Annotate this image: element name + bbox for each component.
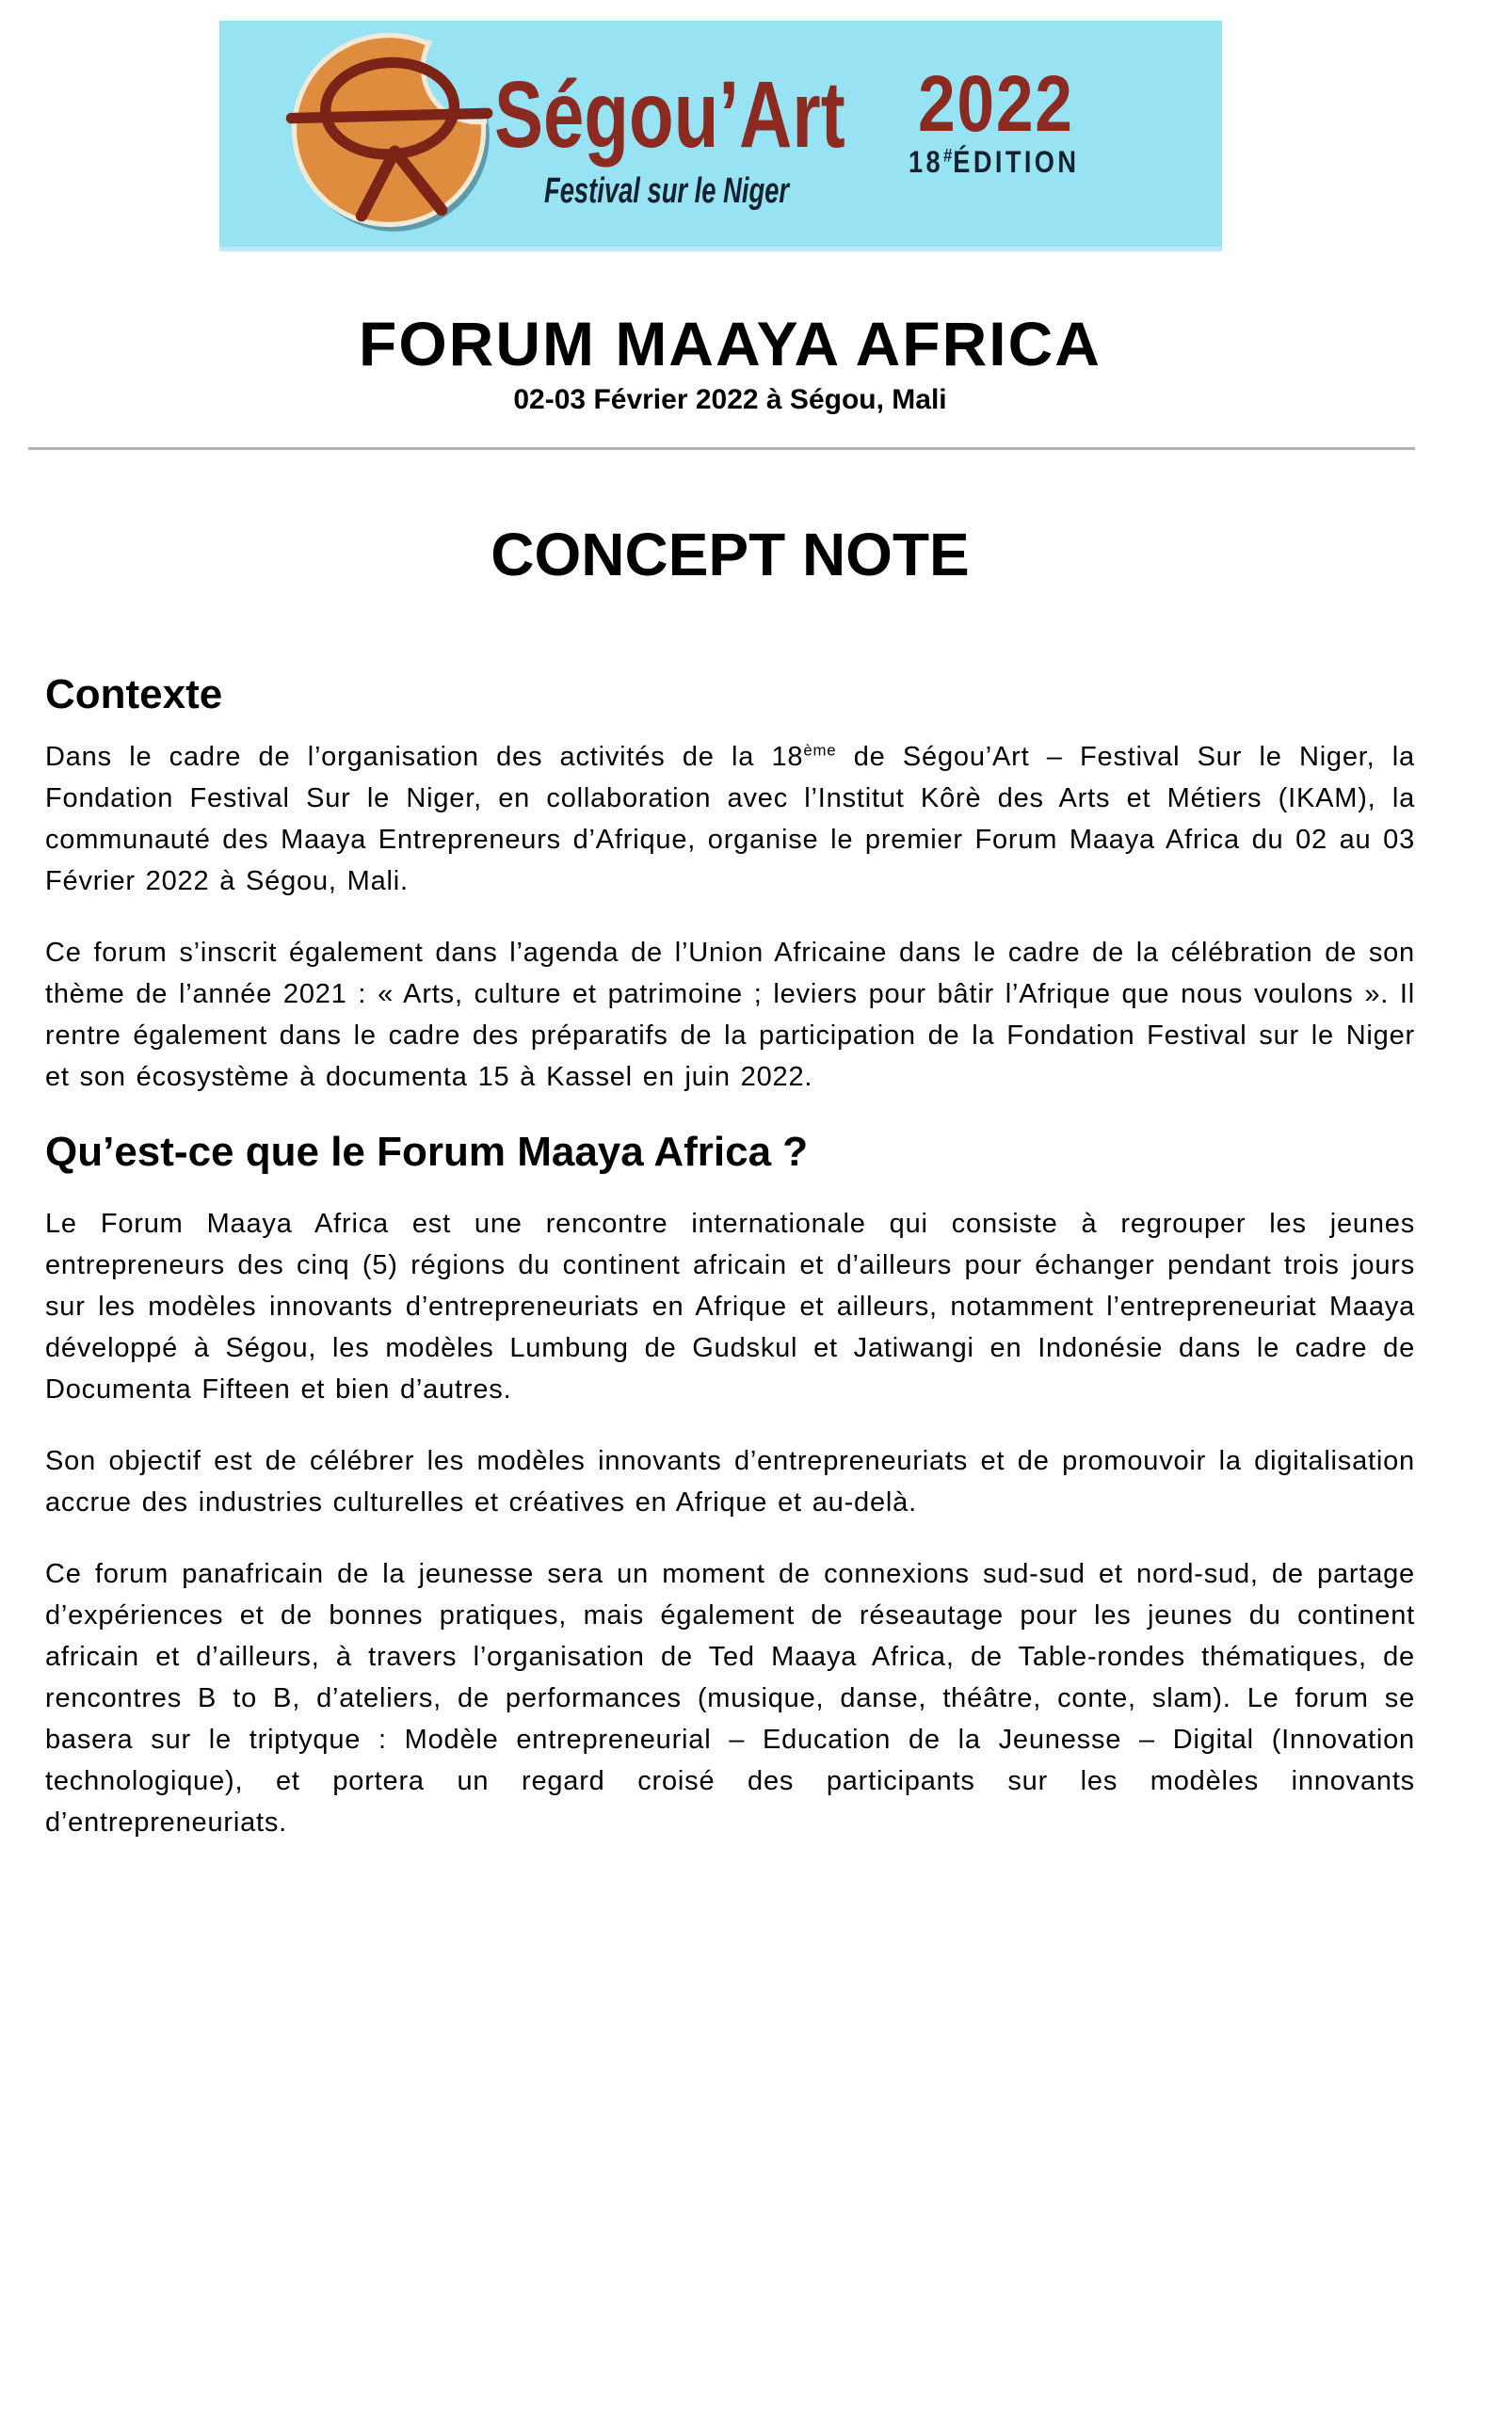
banner-edition bbox=[909, 147, 1079, 177]
page-title: FORUM MAAYA AFRICA bbox=[359, 309, 1102, 378]
banner-year: 2022 bbox=[918, 59, 1074, 148]
paragraph-contexte-1-rest: de Ségou’Art – Festival Sur le Niger, la Fondation Festival Sur le Niger, en collaboration avec l’Institut Kôrè des Arts et Métiers (IKAM), la communauté des Maaya Entrepreneurs d’Afrique, organise le premier Forum Maaya Africa du 02 au 03 Février 2022 à Ségou, Mali. bbox=[45, 742, 1415, 896]
ordinal-superscript: ème bbox=[803, 741, 837, 760]
segou-art-logo-icon bbox=[280, 23, 494, 237]
paragraph-forum-1: Le Forum Maaya Africa est une rencontre internationale qui consiste à regrouper les jeunes entrepreneurs des cinq (5) régions du continent africain et d’ailleurs pour échanger pendant trois jours sur les modèles innovants d’entrepreneuriats en Afrique et ailleurs, notamment l’entrepreneuriat Maaya développé à Ségou, les modèles Lumbung de Gudskul et Jatiwangi en Indonésie dans le cadre de Documenta Fifteen et bien d’autres. bbox=[45, 1209, 1415, 1405]
brand-tagline: Festival sur le Niger bbox=[544, 171, 790, 211]
concept-note-heading: CONCEPT NOTE bbox=[491, 521, 970, 588]
section-heading-contexte: Contexte bbox=[45, 671, 223, 717]
edition-word: ÉDITION bbox=[953, 145, 1080, 179]
section-contexte bbox=[45, 670, 1415, 1098]
document-body bbox=[0, 522, 1512, 1843]
paragraph-contexte-1 bbox=[45, 736, 1415, 902]
paragraph-contexte-2: Ce forum s’inscrit également dans l’agenda de l’Union Africaine dans le cadre de la célébration de son thème de l’année 2021 : « Arts, culture et patrimoine ; leviers pour bâtir l’Afrique que nous voulons ». Il rentre également dans le cadre des préparatifs de la participation de la Fondation Festival sur le Niger et son écosystème à documenta 15 à Kassel en juin 2022. bbox=[45, 938, 1415, 1092]
section-heading-forum: Qu’est-ce que le Forum Maaya Africa ? bbox=[45, 1129, 809, 1175]
paragraph-contexte-1-lead: Dans le cadre de l’organisation des activités de la 18 bbox=[45, 742, 804, 772]
section-quest-ce-que bbox=[45, 1128, 1415, 1843]
festival-banner bbox=[219, 21, 1222, 251]
paragraph-forum-2: Son objectif est de célébrer les modèles innovants d’entrepreneuriats et de promouvoir la digitalisation accrue des industries culturelles et créatives en Afrique et au-delà. bbox=[45, 1446, 1415, 1518]
divider bbox=[28, 447, 1415, 450]
page-subtitle: 02-03 Février 2022 à Ségou, Mali bbox=[513, 384, 947, 415]
paragraph-forum-3: Ce forum panafricain de la jeunesse sera un moment de connexions sud-sud et nord-sud, de partage d’expériences et de bonnes pratiques, mais également de réseautage pour les jeunes du continent africain et d’ailleurs, à travers l’organisation de Ted Maaya Africa, de Table-rondes thématiques, de rencontres B to B, d’ateliers, de performances (musique, danse, théâtre, conte, slam). Le forum se basera sur le triptyque : Modèle entrepreneurial – Education de la Jeunesse – Digital (Innovation technologique), et portera un regard croisé des participants sur les modèles innovants d’entrepreneuriats. bbox=[45, 1559, 1415, 1838]
edition-mark: # bbox=[943, 145, 954, 167]
brand-name: Ségou’Art bbox=[494, 62, 845, 168]
edition-number: 18 bbox=[909, 145, 944, 179]
